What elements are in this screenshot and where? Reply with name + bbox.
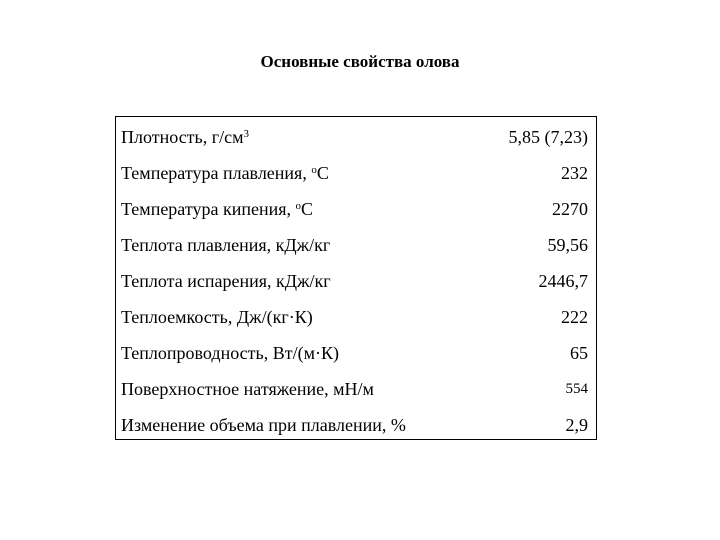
table-row-boiling-point xyxy=(116,193,596,223)
table-row-heat-of-vaporization xyxy=(116,265,596,295)
row-value: 2270 xyxy=(552,199,588,219)
row-label: Поверхностное натяжение, мН/м xyxy=(121,379,374,399)
table-row-density xyxy=(116,121,596,151)
page-title: Основные свойства олова xyxy=(260,52,460,71)
row-label: Изменение объема при плавлении, % xyxy=(121,415,406,435)
row-value: 65 xyxy=(570,343,588,363)
row-label: Температура кипения, $^o$С xyxy=(121,199,314,219)
properties-table xyxy=(115,116,597,440)
row-value: 2,9 xyxy=(565,415,588,435)
table-row-thermal-conductivity xyxy=(116,337,596,367)
row-value: 554 xyxy=(565,381,588,397)
row-label: Теплота плавления, кДж/кг xyxy=(121,235,331,255)
table-row-heat-of-fusion xyxy=(116,229,596,259)
row-value: 222 xyxy=(561,307,588,327)
row-value: 5,85 (7,23) xyxy=(508,127,588,147)
table-row-melting-point xyxy=(116,157,596,187)
table-row-surface-tension xyxy=(116,373,596,403)
row-label: Теплота испарения, кДж/кг xyxy=(121,271,331,291)
table-row-volume-change xyxy=(116,409,596,439)
row-label: Теплоемкость, Дж/(кг·К) xyxy=(121,307,313,327)
row-value: 2446,7 xyxy=(538,271,588,291)
table-row-heat-capacity xyxy=(116,301,596,331)
row-label: Температура плавления, $^o$С xyxy=(121,163,329,183)
row-value: 59,56 xyxy=(547,235,588,255)
row-value: 232 xyxy=(561,163,588,183)
row-label: Плотность, $г/см^3$ xyxy=(121,127,250,147)
row-label: Теплопроводность, Вт/(м·К) xyxy=(121,343,339,363)
